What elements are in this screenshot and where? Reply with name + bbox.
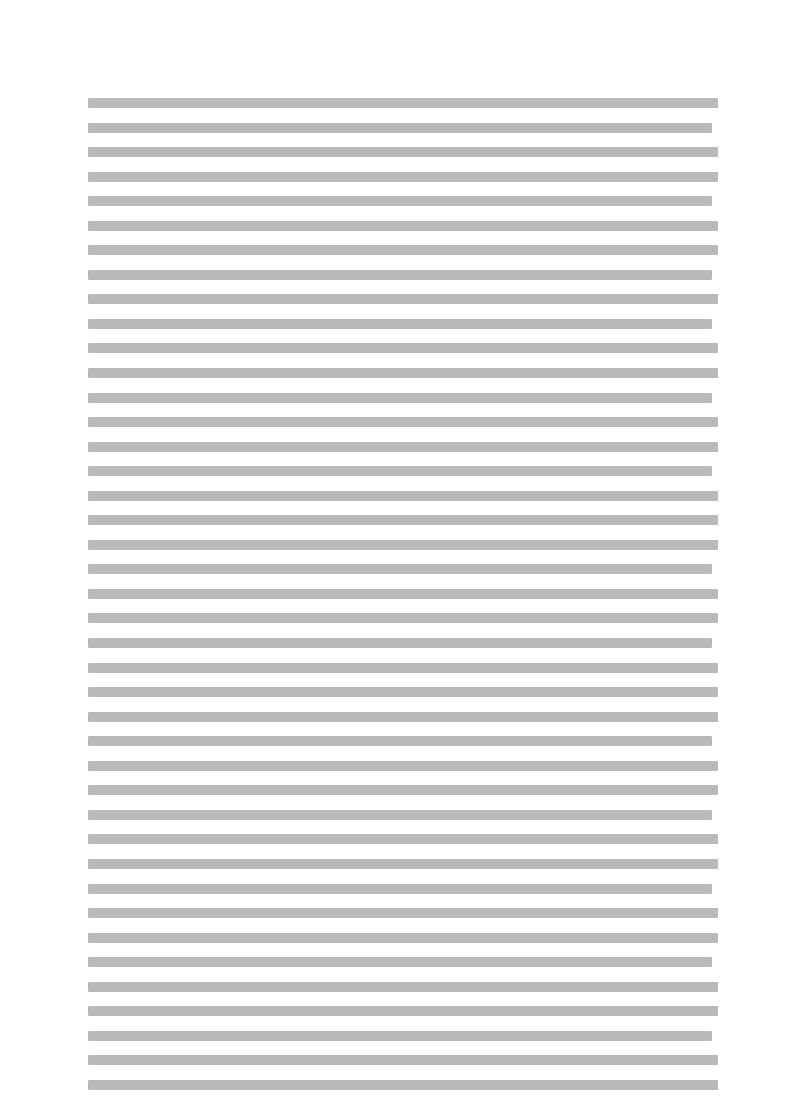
- text-line: [88, 393, 712, 403]
- text-line: [88, 221, 718, 231]
- text-line: [88, 294, 718, 304]
- text-line: [88, 343, 718, 353]
- text-line: [88, 172, 718, 182]
- text-line: [88, 613, 718, 623]
- text-line: [88, 859, 718, 869]
- text-line: [88, 1006, 718, 1016]
- text-line: [88, 442, 718, 452]
- text-line: [88, 957, 712, 967]
- text-line: [88, 98, 718, 108]
- text-line: [88, 147, 718, 157]
- text-line: [88, 810, 712, 820]
- text-line: [88, 564, 712, 574]
- text-line: [88, 761, 718, 771]
- body-text-block: [88, 98, 718, 1104]
- text-line: [88, 245, 718, 255]
- text-line: [88, 834, 718, 844]
- text-line: [88, 270, 712, 280]
- text-line: [88, 908, 718, 918]
- text-line: [88, 123, 712, 133]
- text-line: [88, 982, 718, 992]
- text-line: [88, 1055, 718, 1065]
- text-line: [88, 196, 712, 206]
- text-line: [88, 319, 712, 329]
- text-line: [88, 491, 718, 501]
- text-line: [88, 589, 718, 599]
- text-line: [88, 368, 718, 378]
- text-line: [88, 736, 712, 746]
- text-line: [88, 466, 712, 476]
- text-line: [88, 1031, 712, 1041]
- text-line: [88, 884, 712, 894]
- text-line: [88, 687, 718, 697]
- text-line: [88, 933, 718, 943]
- text-line: [88, 417, 718, 427]
- text-line: [88, 540, 718, 550]
- text-line: [88, 712, 718, 722]
- text-line: [88, 785, 718, 795]
- text-line: [88, 515, 718, 525]
- text-line: [88, 663, 718, 673]
- text-line: [88, 638, 712, 648]
- text-line: [88, 1080, 718, 1090]
